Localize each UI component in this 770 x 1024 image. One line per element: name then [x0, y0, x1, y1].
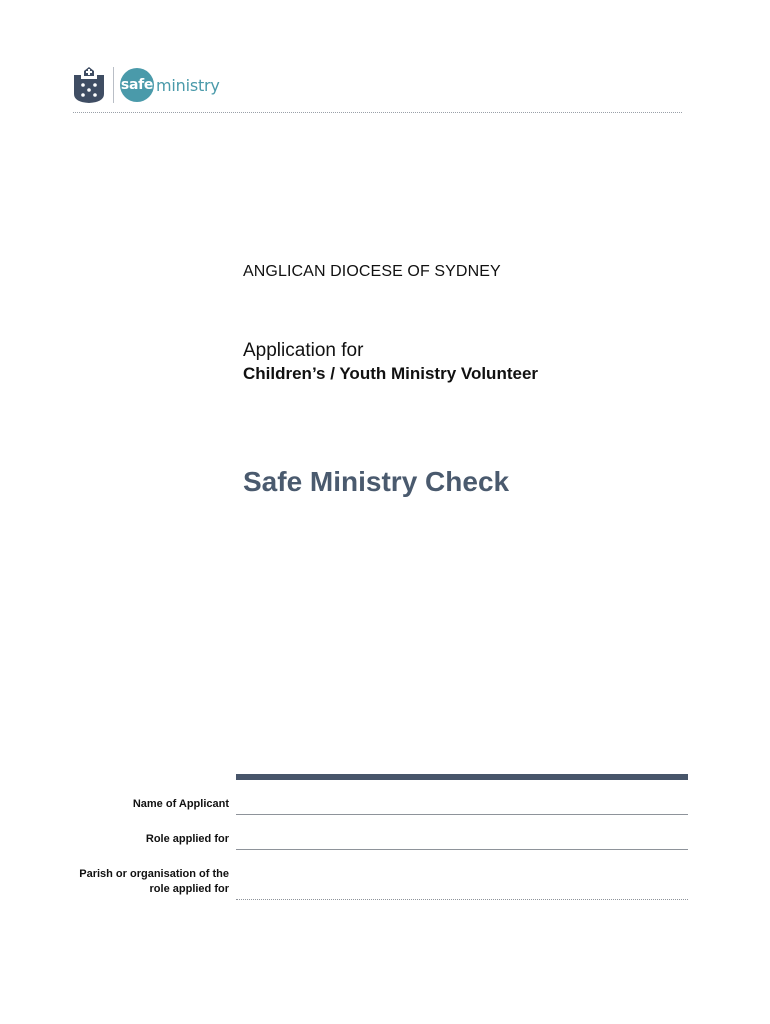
field-label-text: Name of Applicant [132, 798, 229, 810]
field-label-text: Parish or organisation of the [79, 868, 229, 880]
header-divider [73, 112, 682, 113]
role-applied-field[interactable] [236, 849, 688, 850]
applicant-name-field[interactable] [236, 814, 688, 815]
form-header-bar [236, 774, 688, 780]
diocese-crest-icon [73, 66, 105, 104]
field-label-applicant-name [133, 797, 229, 812]
logo-word-ministry: ministry [156, 75, 220, 95]
application-role-title: Children’s / Youth Ministry Volunteer [243, 364, 539, 383]
field-label-text: role applied for [149, 883, 229, 895]
logo-word-safe: safe [120, 77, 154, 93]
field-label-parish [79, 867, 229, 897]
organisation-name: ANGLICAN DIOCESE OF SYDNEY [243, 263, 501, 280]
field-label-role [146, 832, 229, 847]
logo-safe-badge [120, 68, 154, 102]
logo-divider [113, 67, 114, 103]
field-label-text: Role applied for [145, 833, 229, 845]
safe-ministry-logo [73, 66, 220, 104]
application-for-label: Application for [243, 340, 364, 361]
document-title: Safe Ministry Check [243, 466, 510, 497]
parish-organisation-field[interactable] [236, 899, 688, 900]
